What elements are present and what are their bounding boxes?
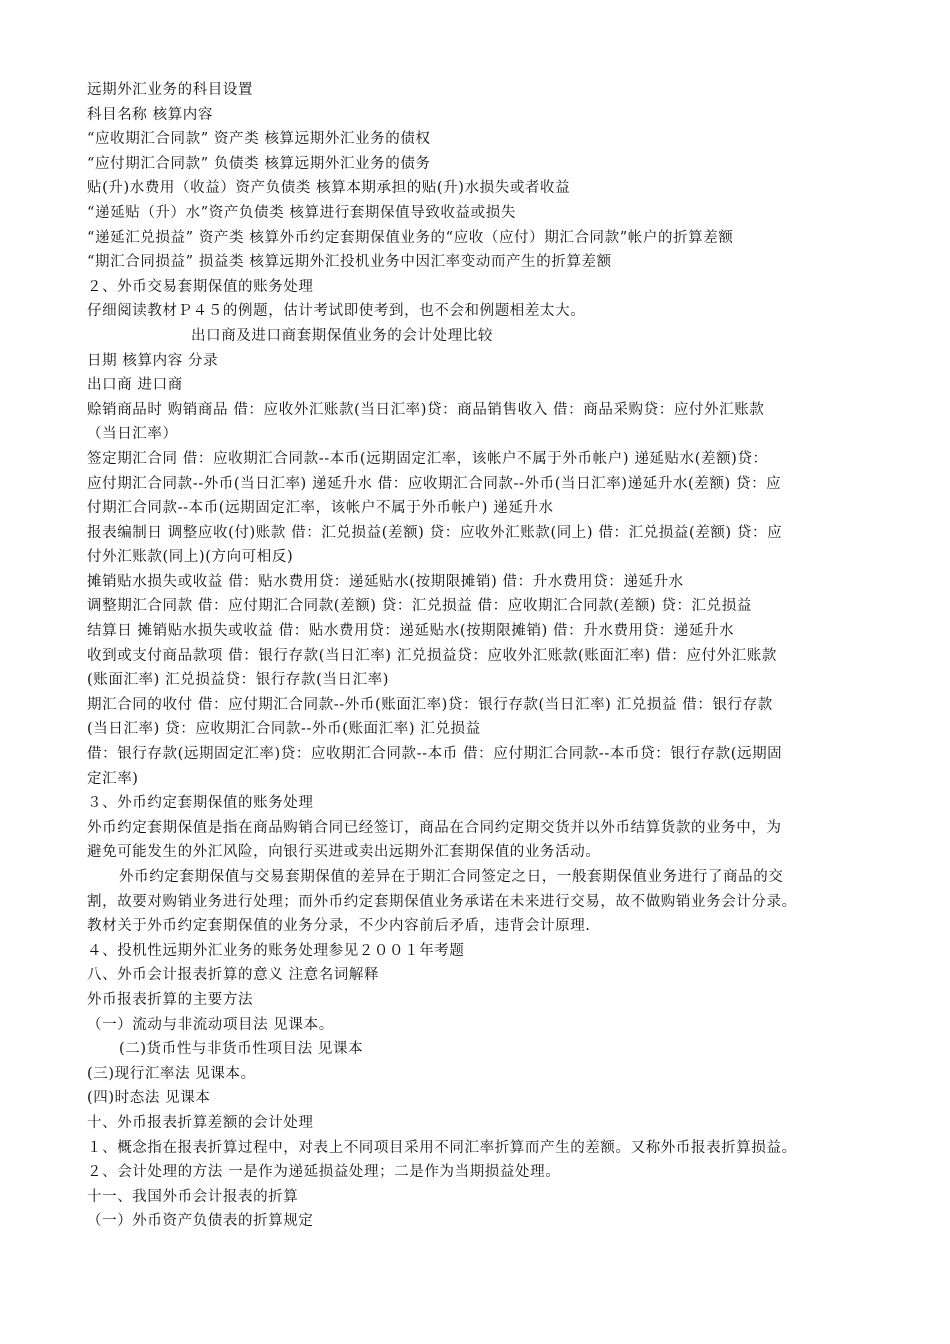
text-line: 十一、我国外币会计报表的折算	[87, 1188, 299, 1205]
text-line: 付期汇合同款--本币(远期固定汇率，该帐户不属于外币帐户) 递延升水	[87, 500, 554, 517]
text-line: “期汇合同损益” 损益类 核算远期外汇投机业务中因汇率变动而产生的折算差额	[87, 254, 612, 271]
text-line: 割，故要对购销业务进行处理；而外币约定套期保值业务承诺在未来进行交易，故不做购销业务会计分录。	[87, 893, 797, 910]
text-line: ２、外币交易套期保值的账务处理	[87, 278, 314, 295]
text-line: “应收期汇合同款” 资产类 核算远期外汇业务的债权	[87, 131, 431, 148]
text-line: 仔细阅读教材Ｐ４５的例题，估计考试即使考到，也不会和例题相差太大。	[87, 303, 586, 320]
text-line: 十、外币报表折算差额的会计处理	[87, 1114, 314, 1131]
text-line: １、概念指在报表折算过程中，对表上不同项目采用不同汇率折算而产生的差额。又称外币报表折算损益。	[87, 1139, 797, 1156]
text-line: ３、外币约定套期保值的账务处理	[87, 795, 314, 812]
text-line: 应付期汇合同款--外币(当日汇率) 递延升水 借：应收期汇合同款--外币(当日汇率)递延升水(差额) 贷：应	[87, 475, 782, 492]
text-line: 结算日 摊销贴水损失或收益 借：贴水费用贷：递延贴水(按期限摊销) 借：升水费用贷：递延升水	[87, 623, 735, 640]
document-page	[87, 78, 869, 1234]
text-line: （一）外币资产负债表的折算规定	[87, 1213, 314, 1230]
text-line: 远期外汇业务的科目设置	[87, 82, 254, 98]
text-line: 出口商及进口商套期保值业务的会计处理比较	[191, 327, 493, 344]
text-line: “递延贴（升）水”资产负债类 核算进行套期保值导致收益或损失	[87, 204, 516, 221]
text-line: 教材关于外币约定套期保值的业务分录，不少内容前后矛盾，违背会计原理.	[87, 918, 591, 935]
text-line: 八、外币会计报表折算的意义 注意名词解释	[87, 967, 380, 984]
text-line: 出口商 进口商	[87, 377, 183, 394]
text-line: ４、投机性远期外汇业务的账务处理参见２００１年考题	[87, 942, 465, 959]
text-line: 科目名称 核算内容	[87, 106, 214, 123]
text-line: 外币约定套期保值与交易套期保值的差异在于期汇合同签定之日，一般套期保值业务进行了商品的交	[119, 869, 784, 885]
text-line: 日期 核算内容 分录	[87, 352, 219, 369]
text-line: 定汇率)	[87, 770, 139, 787]
text-line: （当日汇率）	[87, 426, 178, 443]
text-line: （一）流动与非流动项目法 见课本。	[87, 1016, 334, 1033]
text-line: 借：银行存款(远期固定汇率)贷：应收期汇合同款--本币 借：应付期汇合同款--本币贷：银行存款(远期固	[87, 746, 783, 763]
text-line: 贴(升)水费用（收益）资产负债类 核算本期承担的贴(升)水损失或者收益	[87, 180, 571, 197]
text-line: 外币约定套期保值是指在商品购销合同已经签订，商品在合同约定期交货并以外币结算货款的业务中，为	[87, 819, 782, 836]
text-line: (三)现行汇率法 见课本。	[87, 1065, 256, 1082]
text-line: 调整期汇合同款 借：应付期汇合同款(差额) 贷：汇兑损益 借：应收期汇合同款(差额) 贷：汇兑损益	[87, 598, 752, 615]
text-line: (四)时态法 见课本	[87, 1090, 211, 1107]
text-line: 收到或支付商品款项 借：银行存款(当日汇率) 汇兑损益贷：应收外汇账款(账面汇率) 借：应付外汇账款	[87, 647, 777, 664]
text-line: (二)货币性与非货币性项目法 见课本	[119, 1041, 364, 1058]
text-line: 摊销贴水损失或收益 借：贴水费用贷：递延贴水(按期限摊销) 借：升水费用贷：递延升水	[87, 573, 684, 590]
text-line: 签定期汇合同 借：应收期汇合同款--本币(远期固定汇率，该帐户不属于外币帐户) 递延贴水(差额)贷：	[87, 450, 768, 467]
text-line: 期汇合同的收付 借：应付期汇合同款--外币(账面汇率)贷：银行存款(当日汇率) 汇兑损益 借：银行存款	[87, 696, 773, 713]
text-line: “递延汇兑损益” 资产类 核算外币约定套期保值业务的“应收（应付）期汇合同款”帐户的折算差额	[87, 229, 734, 246]
text-line: 赊销商品时 购销商品 借：应收外汇账款(当日汇率)贷：商品销售收入 借：商品采购贷：应付外汇账款	[87, 401, 765, 418]
text-line: “应付期汇合同款” 负债类 核算远期外汇业务的债务	[87, 155, 431, 172]
text-line: (当日汇率) 贷：应收期汇合同款--外币(账面汇率) 汇兑损益	[87, 721, 481, 738]
text-line: 付外汇账款(同上)(方向可相反)	[87, 549, 294, 566]
text-line: (账面汇率) 汇兑损益贷：银行存款(当日汇率)	[87, 672, 390, 689]
text-line: ２、会计处理的方法 一是作为递延损益处理；二是作为当期损益处理。	[87, 1164, 561, 1181]
text-line: 避免可能发生的外汇风险，向银行买进或卖出远期外汇套期保值的业务活动。	[87, 844, 601, 861]
text-line: 报表编制日 调整应收(付)账款 借：汇兑损益(差额) 贷：应收外汇账款(同上) 借：汇兑损益(差额) 贷：应	[87, 524, 783, 541]
text-line: 外币报表折算的主要方法	[87, 991, 254, 1008]
